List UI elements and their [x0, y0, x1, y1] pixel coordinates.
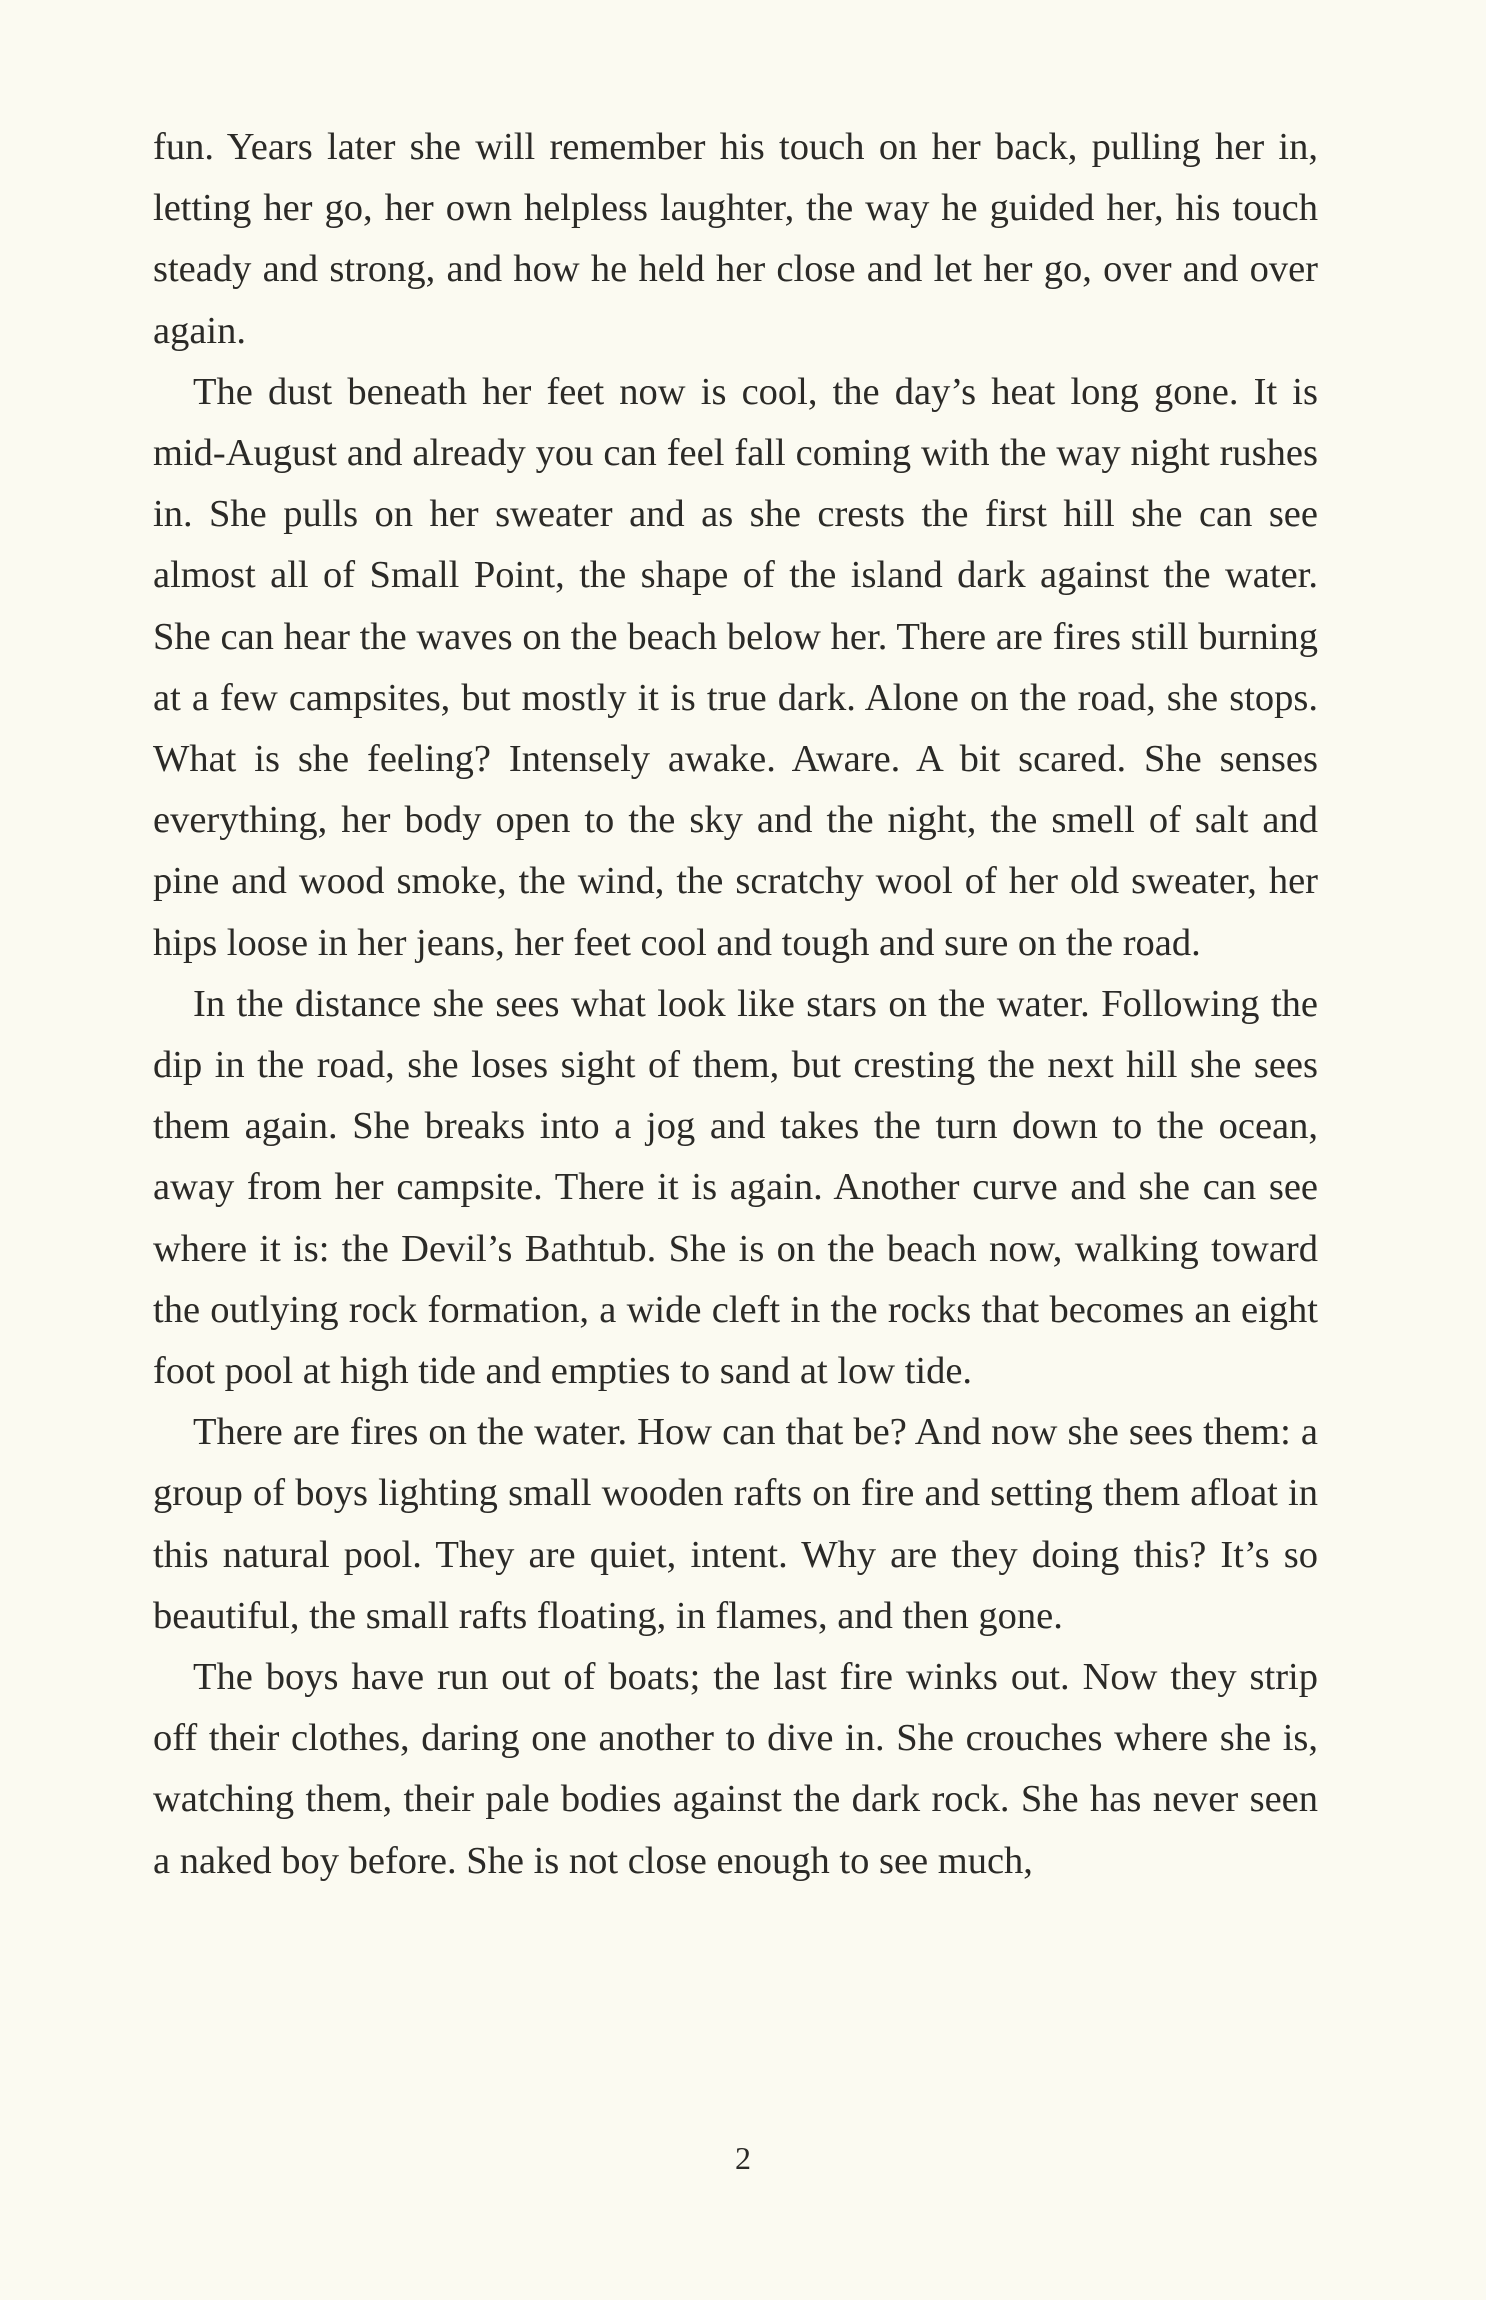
paragraph-1: fun. Years later she will remember his touch on her back, pulling her in, letting her go, her own helpless laughter, the way he guided her, his touch steady and strong, and how he held her close and let her go, over and over again.: [153, 126, 1318, 352]
body-text: [153, 117, 1318, 1892]
paragraph-5: The boys have run out of boats; the last fire winks out. Now they strip off their clothes, daring one another to dive in. She crouches where she is, watching them, their pale bodies against the dark rock. She has never seen a naked boy before. She is not close enough to see much,: [153, 1656, 1318, 1882]
paragraph-2: The dust beneath her feet now is cool, the day’s heat long gone. It is mid-August and already you can feel fall coming with the way night rushes in. She pulls on her sweater and as she crests the first hill she can see almost all of Small Point, the shape of the island dark against the water. She can hear the waves on the beach below her. There are fires still burning at a few campsites, but mostly it is true dark. Alone on the road, she stops. What is she feeling? Intensely awake. Aware. A bit scared. She senses everything, her body open to the sky and the night, the smell of salt and pine and wood smoke, the wind, the scratchy wool of her old sweater, her hips loose in her jeans, her feet cool and tough and sure on the road.: [153, 370, 1318, 964]
page-number: 2: [735, 2140, 751, 2176]
paragraph-3: In the distance she sees what look like stars on the water. Following the dip in the road, she loses sight of them, but cresting the next hill she sees them again. She breaks into a jog and takes the turn down to the ocean, away from her campsite. There it is again. Another curve and she can see where it is: the Devil’s Bathtub. She is on the beach now, walking toward the outlying rock formation, a wide cleft in the rocks that becomes an eight foot pool at high tide and empties to sand at low tide.: [153, 982, 1318, 1393]
paragraph-4: There are fires on the water. How can that be? And now she sees them: a group of boys lighting small wooden rafts on fire and setting them afloat in this natural pool. They are quiet, intent. Why are they doing this? It’s so beautiful, the small rafts floating, in flames, and then gone.: [153, 1411, 1318, 1637]
